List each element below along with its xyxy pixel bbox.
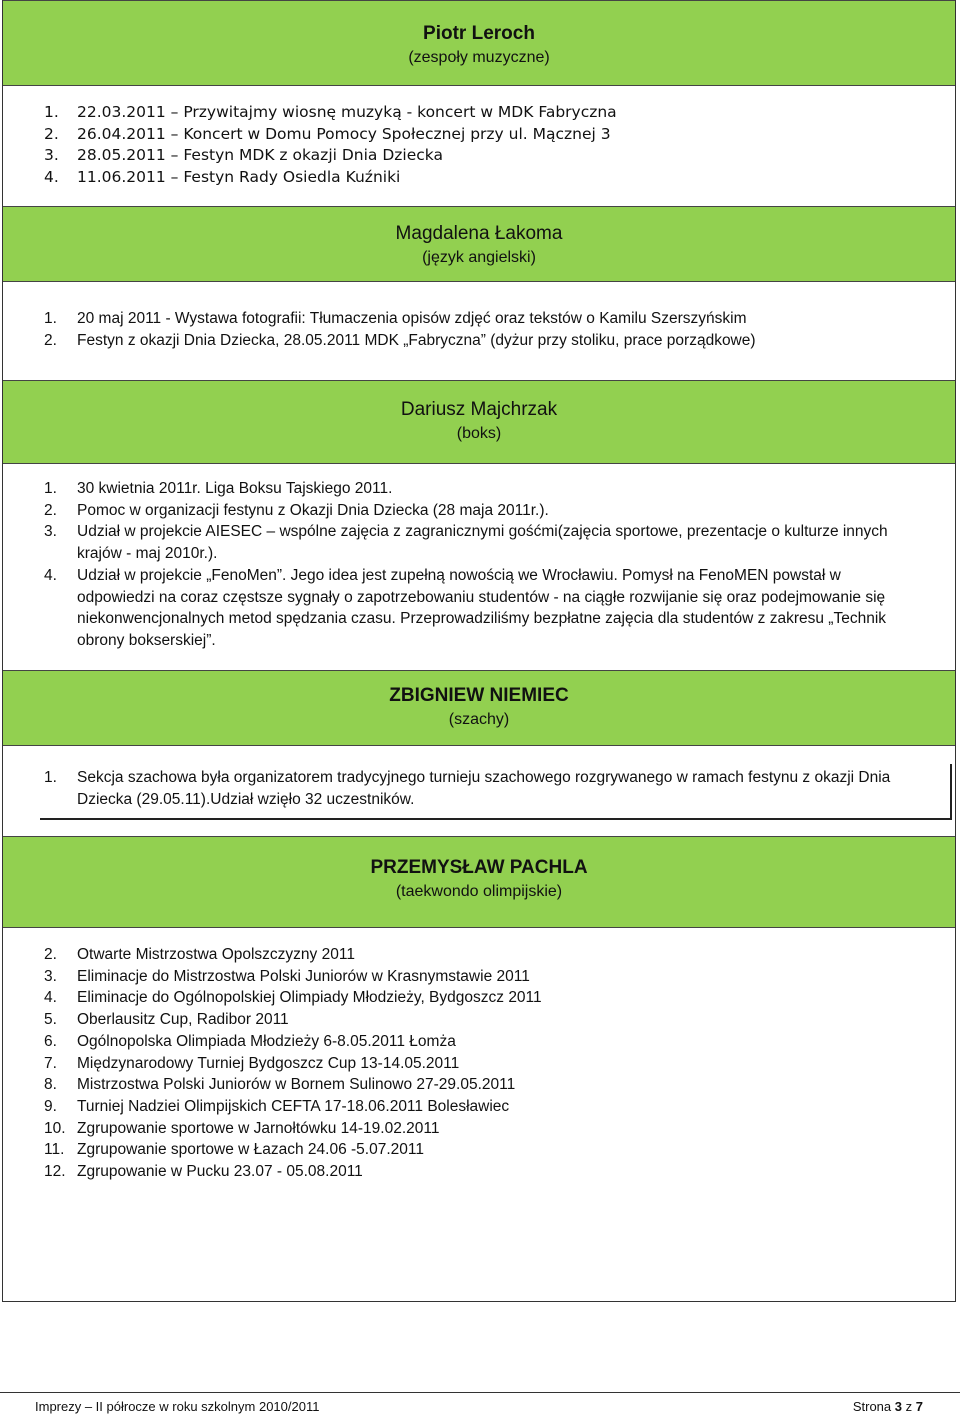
list-item: 4. Eliminacje do Ogólnopolskiej Olimpiady Młodzieży, Bydgoszcz 2011 (44, 989, 542, 1007)
section-list-dariusz-majchrzak (0, 478, 917, 652)
section-name: Dariusz Majchrzak (400, 399, 558, 420)
list-item: 4. Udział w projekcie „FenoMen”. Jego idea jest zupełną nowością we Wrocławiu. Pomysł na FenoMEN powstał w odpowiedzi na coraz częstsze sygnały o zapotrzebowaniu studentów - na ciągłe rozwijanie się oraz podejmowanie się niekonwencjonalnych metod spędzania czasu. Przeprowadziliśmy bezpłatne zajęcia dla studentów z zakresu „Technik obrony bokserskiej”. (44, 566, 887, 649)
list-item: 6. Ogólnopolska Olimpiada Młodzieży 6-8.05.2011 Łomża (44, 1032, 456, 1050)
section-name: Piotr Leroch (423, 23, 535, 44)
section-name: Magdalena Łakoma (395, 223, 563, 244)
list-item: 8. Mistrzostwa Polski Juniorów w Bornem Sulinowo 27-29.05.2011 (44, 1076, 516, 1094)
footer-divider (0, 1392, 960, 1393)
section-header-dariusz-majchrzak (3, 380, 955, 464)
list-item: 3. 28.05.2011 – Festyn MDK z okazji Dnia Dziecka (44, 146, 443, 165)
list-item: 2. Pomoc w organizacji festynu z Okazji Dnia Dziecka (28 maja 2011r.). (44, 501, 549, 519)
section-subtitle: (zespoły muzyczne) (408, 49, 550, 66)
section-name: ZBIGNIEW NIEMIEC (389, 685, 569, 706)
page-number: Strona 3 z 7 (852, 1399, 923, 1414)
footer-title: Imprezy – II półrocze w roku szkolnym 2010/2011 (35, 1399, 320, 1414)
section-list-magdalena-lakoma (0, 308, 917, 351)
section-header-przemyslaw-pachla (3, 836, 955, 928)
section-subtitle: (język angielski) (422, 249, 536, 266)
list-item: 7. Międzynarodowy Turniej Bydgoszcz Cup 13-14.05.2011 (44, 1054, 460, 1072)
section-subtitle: (boks) (456, 425, 502, 442)
list-item: 1. Sekcja szachowa była organizatorem tradycyjnego turnieju szachowego rozgrywanego w ramach festynu z okazji Dnia Dziecka (29.05.11).Udział wzięło 32 uczestników. (44, 769, 891, 808)
section-list-zbigniew-niemiec (0, 767, 913, 810)
list-item: 5. Oberlausitz Cup, Radibor 2011 (44, 1011, 289, 1029)
list-item: 10. Zgrupowanie sportowe w Jarnołtówku 14-19.02.2011 (44, 1119, 440, 1137)
list-item: 4. 11.06.2011 – Festyn Rady Osiedla Kuźniki (44, 168, 401, 187)
section-list-piotr-leroch (0, 102, 917, 189)
list-item: 1. 20 maj 2011 - Wystawa fotografii: Tłumaczenia opisów zdjęć oraz tekstów o Kamilu Szerszyńskim (44, 310, 747, 327)
list-item: 2. 26.04.2011 – Koncert w Domu Pomocy Społecznej przy ul. Mącznej 3 (44, 124, 611, 143)
list-item: 1. 30 kwietnia 2011r. Liga Boksu Tajskiego 2011. (44, 480, 393, 497)
list-item: 12. Zgrupowanie w Pucku 23.07 - 05.08.2011 (44, 1163, 363, 1181)
list-item: 9. Turniej Nadziei Olimpijskich CEFTA 17-18.06.2011 Bolesławiec (44, 1097, 510, 1115)
section-header-zbigniew-niemiec (3, 670, 955, 746)
section-subtitle: (taekwondo olimpijskie) (395, 883, 563, 900)
list-item: 11. Zgrupowanie sportowe w Łazach 24.06 -5.07.2011 (44, 1141, 424, 1159)
section-header-piotr-leroch (3, 0, 955, 86)
list-item: 2. Otwarte Mistrzostwa Opolszczyzny 2011 (44, 946, 355, 963)
list-item: 3. Eliminacje do Mistrzostwa Polski Juniorów w Krasnymstawie 2011 (44, 967, 530, 985)
list-item: 3. Udział w projekcie AIESEC – wspólne zajęcia z zagranicznymi gośćmi(zajęcia sportowe, prezentacje o kulturze innych krajów - maj 2010r.). (44, 523, 888, 563)
section-subtitle: (szachy) (448, 711, 510, 728)
section-header-magdalena-lakoma (3, 206, 955, 282)
section-list-przemyslaw-pachla (0, 944, 917, 1183)
list-item: 1. 22.03.2011 – Przywitajmy wiosnę muzyką - koncert w MDK Fabryczna (44, 103, 617, 121)
section-name: PRZEMYSŁAW PACHLA (370, 857, 588, 878)
list-item: 2. Festyn z okazji Dnia Dziecka, 28.05.2011 MDK „Fabryczna” (dyżur przy stoliku, prace porządkowe) (44, 331, 756, 349)
